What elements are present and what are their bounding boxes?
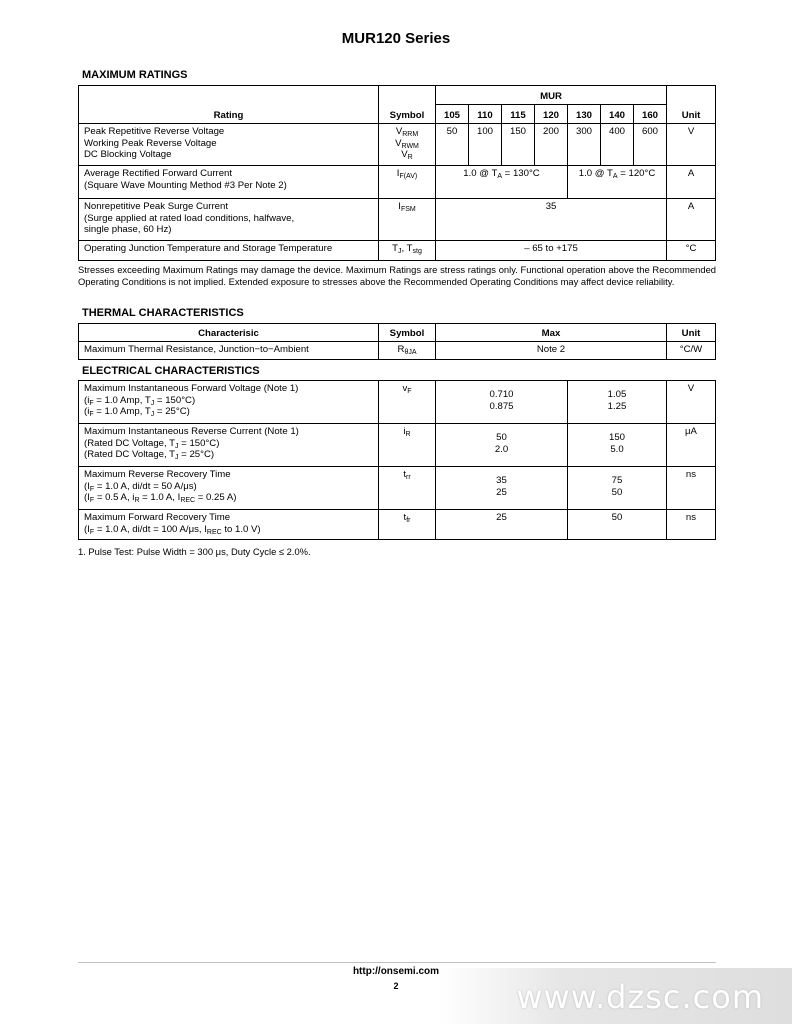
value-cell: 1.0 @ $T_A = 130^\circ C$ <box>436 166 568 199</box>
table-row <box>79 381 716 424</box>
max-ratings-note: Stresses exceeding Maximum Ratings may damage the device. Maximum Ratings are stress ratings only. Functional operation above the Recommended Operating Conditions is not implied. Extended exposure to stresses above the Recommended Operating Conditions may affect device reliability. <box>78 264 716 287</box>
symbol-cell: $T_J$, $T_{stg}$ <box>379 241 436 261</box>
value-cell: 0.710 0.875 <box>436 381 568 424</box>
rating-label: Average Rectified Forward Current (Square Wave Mounting Method #3 Per Note 2) <box>79 166 379 199</box>
symbol-cell: $t_{rr}$ <box>379 467 436 510</box>
footer-url[interactable]: http://onsemi.com <box>352 966 440 977</box>
characteristic-label: Maximum Instantaneous Forward Voltage (Note 1) ($i_F = 1.0$ Amp, $T_J = 150^\circ C$) ($i_F = 1.0$ Amp, $T_J = 25^\circ C$) <box>79 381 379 424</box>
value-cell: 50 2.0 <box>436 424 568 467</box>
table-row <box>79 166 716 199</box>
symbol-cell: $t_{fr}$ <box>379 510 436 540</box>
page-title: MUR120 Series <box>341 30 451 47</box>
characteristic-label: Maximum Reverse Recovery Time ($I_F = 1.0$ A, di/dt = 50 A/μs) ($I_F = 0.5$ A, $i_R = 1.0$ A, $I_{REC} = 0.25$ A) <box>79 467 379 510</box>
table-row <box>79 124 716 166</box>
max-ratings-heading: MAXIMUM RATINGS <box>82 69 188 81</box>
thermal-heading: THERMAL CHARACTERISTICS <box>82 307 244 319</box>
value-cell: 35 25 <box>436 467 568 510</box>
value-cell: 75 50 <box>568 467 667 510</box>
symbol-cell: $i_R$ <box>379 424 436 467</box>
unit-cell: ns <box>667 510 716 540</box>
value-cell: 35 <box>436 199 667 241</box>
value-cell: 400 <box>601 124 634 166</box>
col-characteristic: Characterisic <box>79 324 379 342</box>
variant-header: 115 <box>502 105 535 124</box>
page-number: 2 <box>393 981 399 991</box>
col-max: Max <box>436 324 667 342</box>
watermark: www.dzsc.com <box>440 968 792 1024</box>
variant-header: 130 <box>568 105 601 124</box>
characteristic-label: Maximum Instantaneous Reverse Current (Note 1) (Rated DC Voltage, $T_J = 150^\circ C$) (Rated DC Voltage, $T_J = 25^\circ C$) <box>79 424 379 467</box>
symbol-cell: $V_{RRM}$ $V_{RWM}$ $V_R$ <box>379 124 436 166</box>
variant-header: 105 <box>436 105 469 124</box>
unit-cell: V <box>667 381 716 424</box>
col-symbol: Symbol <box>379 324 436 342</box>
value-cell: 150 5.0 <box>568 424 667 467</box>
electrical-heading: ELECTRICAL CHARACTERISTICS <box>82 365 260 377</box>
variant-header: 140 <box>601 105 634 124</box>
unit-cell: °C <box>667 241 716 261</box>
symbol-cell: $R_{\theta JA}$ <box>379 342 436 360</box>
col-symbol: Symbol <box>379 86 436 124</box>
value-cell: 50 <box>568 510 667 540</box>
col-unit: Unit <box>667 86 716 124</box>
value-cell: Note 2 <box>436 342 667 360</box>
table-row <box>79 199 716 241</box>
value-cell: 300 <box>568 124 601 166</box>
value-cell: 150 <box>502 124 535 166</box>
value-cell: 50 <box>436 124 469 166</box>
symbol-cell: $v_F$ <box>379 381 436 424</box>
value-cell: 100 <box>469 124 502 166</box>
table-row <box>79 342 716 360</box>
symbol-cell: $I_{F(AV)}$ <box>379 166 436 199</box>
thermal-table <box>78 323 716 360</box>
unit-cell: V <box>667 124 716 166</box>
characteristic-label: Maximum Thermal Resistance, Junction−to−Ambient <box>79 342 379 360</box>
symbol-cell: $I_{FSM}$ <box>379 199 436 241</box>
table-row <box>79 510 716 540</box>
unit-cell: ns <box>667 467 716 510</box>
col-mur: MUR <box>436 86 667 105</box>
max-ratings-table <box>78 85 716 261</box>
value-cell: 1.05 1.25 <box>568 381 667 424</box>
table-row <box>79 467 716 510</box>
electrical-table <box>78 380 716 540</box>
rating-label: Nonrepetitive Peak Surge Current (Surge applied at rated load conditions, halfwave, single phase, 60 Hz) <box>79 199 379 241</box>
value-cell: 600 <box>634 124 667 166</box>
col-unit: Unit <box>667 324 716 342</box>
footnote: 1. Pulse Test: Pulse Width = 300 μs, Duty Cycle ≤ 2.0%. <box>78 546 311 557</box>
rating-label: Operating Junction Temperature and Storage Temperature <box>79 241 379 261</box>
value-cell: – 65 to +175 <box>436 241 667 261</box>
value-cell: 200 <box>535 124 568 166</box>
table-row <box>79 241 716 261</box>
table-row <box>79 424 716 467</box>
variant-header: 110 <box>469 105 502 124</box>
variant-header: 120 <box>535 105 568 124</box>
variant-header: 160 <box>634 105 667 124</box>
unit-cell: A <box>667 199 716 241</box>
footer-divider <box>78 962 716 963</box>
col-rating: Rating <box>79 86 379 124</box>
unit-cell: A <box>667 166 716 199</box>
characteristic-label: Maximum Forward Recovery Time ($I_F = 1.0$ A, di/dt = 100 A/μs, $I_{REC}$ to 1.0 V) <box>79 510 379 540</box>
unit-cell: μA <box>667 424 716 467</box>
rating-label: Peak Repetitive Reverse Voltage Working Peak Reverse Voltage DC Blocking Voltage <box>79 124 379 166</box>
value-cell: 25 <box>436 510 568 540</box>
value-cell: 1.0 @ $T_A = 120^\circ C$ <box>568 166 667 199</box>
unit-cell: °C/W <box>667 342 716 360</box>
